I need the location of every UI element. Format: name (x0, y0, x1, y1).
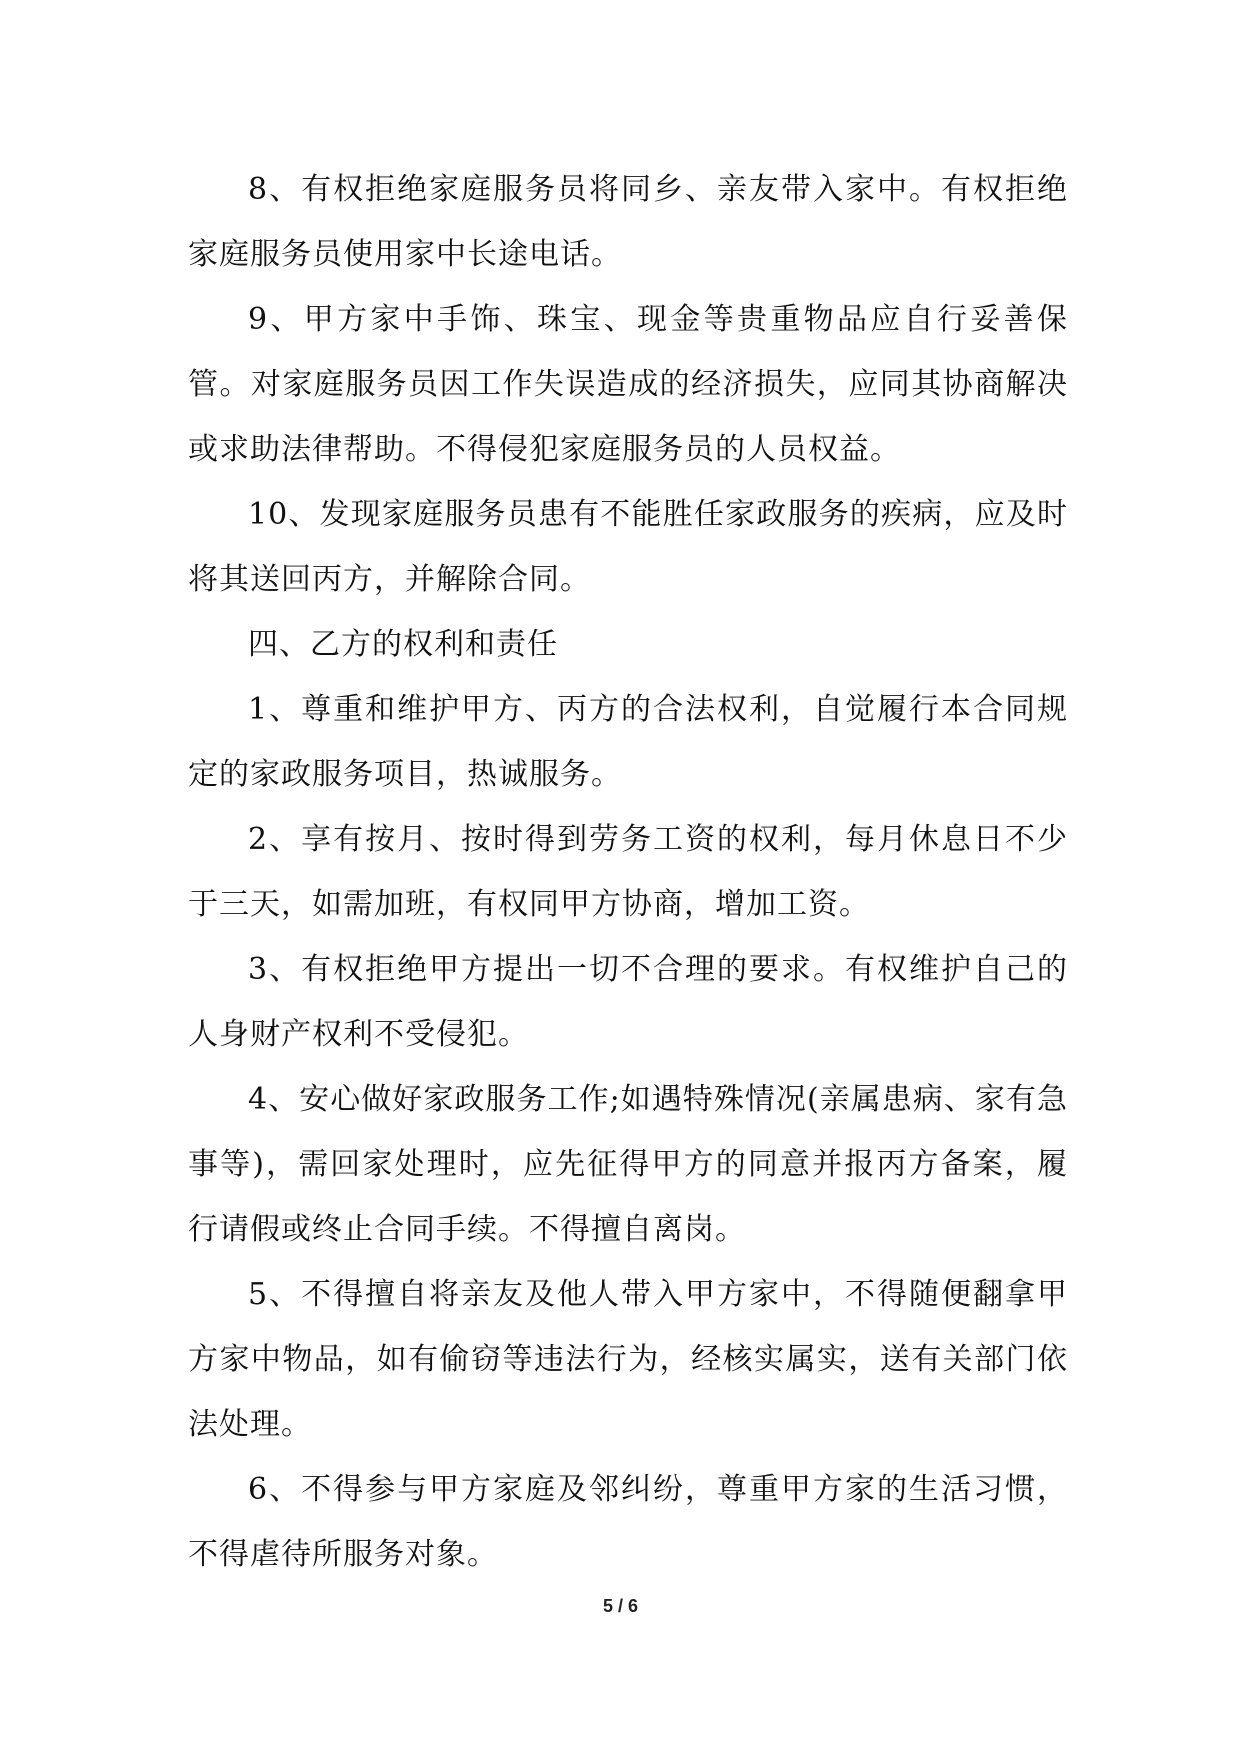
paragraph-item-9: 9、甲方家中手饰、珠宝、现金等贵重物品应自行妥善保管。对家庭服务员因工作失误造成的经济损失，应同其协商解决或求助法律帮助。不得侵犯家庭服务员的人员权益。 (188, 302, 1068, 467)
paragraph-item-1: 1、尊重和维护甲方、丙方的合法权利，自觉履行本合同规定的家政服务项目，热诚服务。 (188, 692, 1068, 792)
paragraph-item-3: 3、有权拒绝甲方提出一切不合理的要求。有权维护自己的人身财产权利不受侵犯。 (188, 952, 1068, 1052)
paragraph-item-4: 4、安心做好家政服务工作;如遇特殊情况(亲属患病、家有急事等)，需回家处理时，应先征得甲方的同意并报丙方备案，履行请假或终止合同手续。不得擅自离岗。 (188, 1082, 1068, 1247)
section-heading: 四、乙方的权利和责任 (248, 627, 558, 662)
paragraph-item-5: 5、不得擅自将亲友及他人带入甲方家中，不得随便翻拿甲方家中物品，如有偷窃等违法行为，经核实属实，送有关部门依法处理。 (188, 1277, 1068, 1442)
paragraph-item-2: 2、享有按月、按时得到劳务工资的权利，每月休息日不少于三天，如需加班，有权同甲方协商，增加工资。 (188, 822, 1068, 922)
paragraph-item-8: 8、有权拒绝家庭服务员将同乡、亲友带入家中。有权拒绝家庭服务员使用家中长途电话。 (188, 172, 1068, 272)
paragraph-item-10: 10、发现家庭服务员患有不能胜任家政服务的疾病，应及时将其送回丙方，并解除合同。 (188, 497, 1068, 597)
page-number: 5 / 6 (602, 1596, 639, 1616)
document-body (188, 157, 1068, 1587)
paragraph-item-6: 6、不得参与甲方家庭及邻纠纷，尊重甲方家的生活习惯，不得虐待所服务对象。 (188, 1472, 1068, 1572)
